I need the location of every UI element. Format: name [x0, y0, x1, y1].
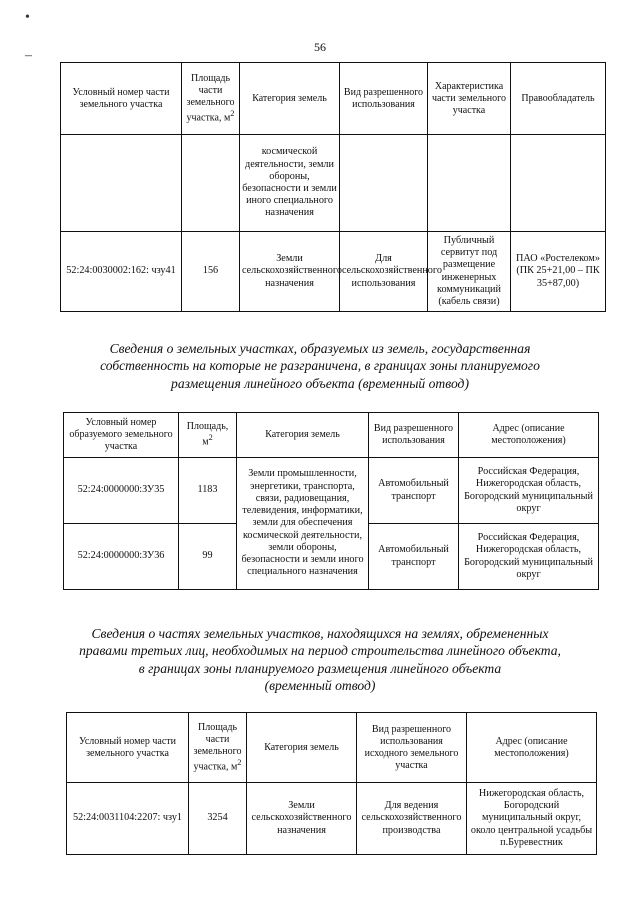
table-row — [64, 458, 599, 524]
cell-number: 52:24:0000000:ЗУ36 — [64, 524, 179, 590]
cell-characteristic: Публичный сервитут под размещение инженерных коммуникаций (кабель связи) — [428, 232, 511, 312]
cell-area: 3254 — [189, 783, 247, 855]
header-characteristic: Характеристика части земельного участка — [428, 63, 511, 135]
header-use: Вид разрешенного использования — [340, 63, 428, 135]
cell-address: Российская Федерация, Нижегородская область, Богородский муниципальный округ — [459, 458, 599, 524]
header-number: Условный номер части земельного участка — [67, 713, 189, 783]
header-use: Вид разрешенного использования исходного земельного участка — [357, 713, 467, 783]
cell-use: Автомобильный транспорт — [369, 524, 459, 590]
corner-mark-dot: • — [25, 10, 30, 25]
cell-category-merged: Земли промышленности, энергетики, транспорта, связи, радиовещания, телевидения, информатики, земли для обеспечения космической деятельности, земли обороны, безопасности и земли иного специального назначения — [237, 458, 369, 590]
header-category: Категория земель — [237, 413, 369, 458]
header-owner: Правообладатель — [511, 63, 606, 135]
cell-owner: ПАО «Ростелеком» (ПК 25+21,00 – ПК 35+87,00) — [511, 232, 606, 312]
header-area: Площадь части земельного участка, $м^2$ — [182, 63, 240, 135]
header-number: Условный номер образуемого земельного участка — [64, 413, 179, 458]
table-header-row — [64, 413, 599, 458]
cell-address: Российская Федерация, Нижегородская область, Богородский муниципальный округ — [459, 524, 599, 590]
table-row — [61, 232, 606, 312]
header-address: Адрес (описание местоположения) — [467, 713, 597, 783]
table-formed-plots — [63, 412, 599, 590]
cell-use: Автомобильный транспорт — [369, 458, 459, 524]
cell-category: Земли сельскохозяйственного назначения — [247, 783, 357, 855]
table-row — [61, 135, 606, 232]
cell-area: 1183 — [179, 458, 237, 524]
cell-number: 52:24:0031104:2207: чзу1 — [67, 783, 189, 855]
cell-use: Для ведения сельскохозяйственного производства — [357, 783, 467, 855]
cell-address: Нижегородская область, Богородский муниципальный округ, около центральной усадьбы п.Буревестник — [467, 783, 597, 855]
cell-number: 52:24:0030002:162: чзу41 — [61, 232, 182, 312]
table-encumbered-parts — [66, 712, 597, 855]
corner-mark-dash: – — [25, 48, 32, 63]
header-address: Адрес (описание местоположения) — [459, 413, 599, 458]
header-area: Площадь части земельного участка, $м^2$ — [189, 713, 247, 783]
page-number: 56 — [314, 40, 326, 54]
cell-number: 52:24:0000000:ЗУ35 — [64, 458, 179, 524]
table-header-row — [61, 63, 606, 135]
header-area: Площадь, $м^2$ — [179, 413, 237, 458]
table-row — [67, 783, 597, 855]
table-header-row — [67, 713, 597, 783]
header-category: Категория земель — [240, 63, 340, 135]
section-heading-encumbered-parts: Сведения о частях земельных участков, находящихся на землях, обремененных правами третьих лиц, необходимых на период строительства линейного объекта, в границах зоны планируемого размещения линейного объекта (временный отвод) — [79, 626, 561, 694]
cell-area: 156 — [182, 232, 240, 312]
header-use: Вид разрешенного использования — [369, 413, 459, 458]
cell-category: космической деятельности, земли обороны, безопасности и земли иного специального назначения — [240, 135, 340, 232]
table-land-plot-parts — [60, 62, 606, 312]
section-heading-formed-plots: Сведения о земельных участках, образуемых из земель, государственная собственность на которые не разграничена, в границах зоны планируемого размещения линейного объекта (временный отвод) — [100, 341, 540, 391]
header-number: Условный номер части земельного участка — [61, 63, 182, 135]
header-category: Категория земель — [247, 713, 357, 783]
cell-area: 99 — [179, 524, 237, 590]
cell-use: Для сельскохозяйственного использования — [340, 232, 428, 312]
cell-category: Земли сельскохозяйственного назначения — [240, 232, 340, 312]
